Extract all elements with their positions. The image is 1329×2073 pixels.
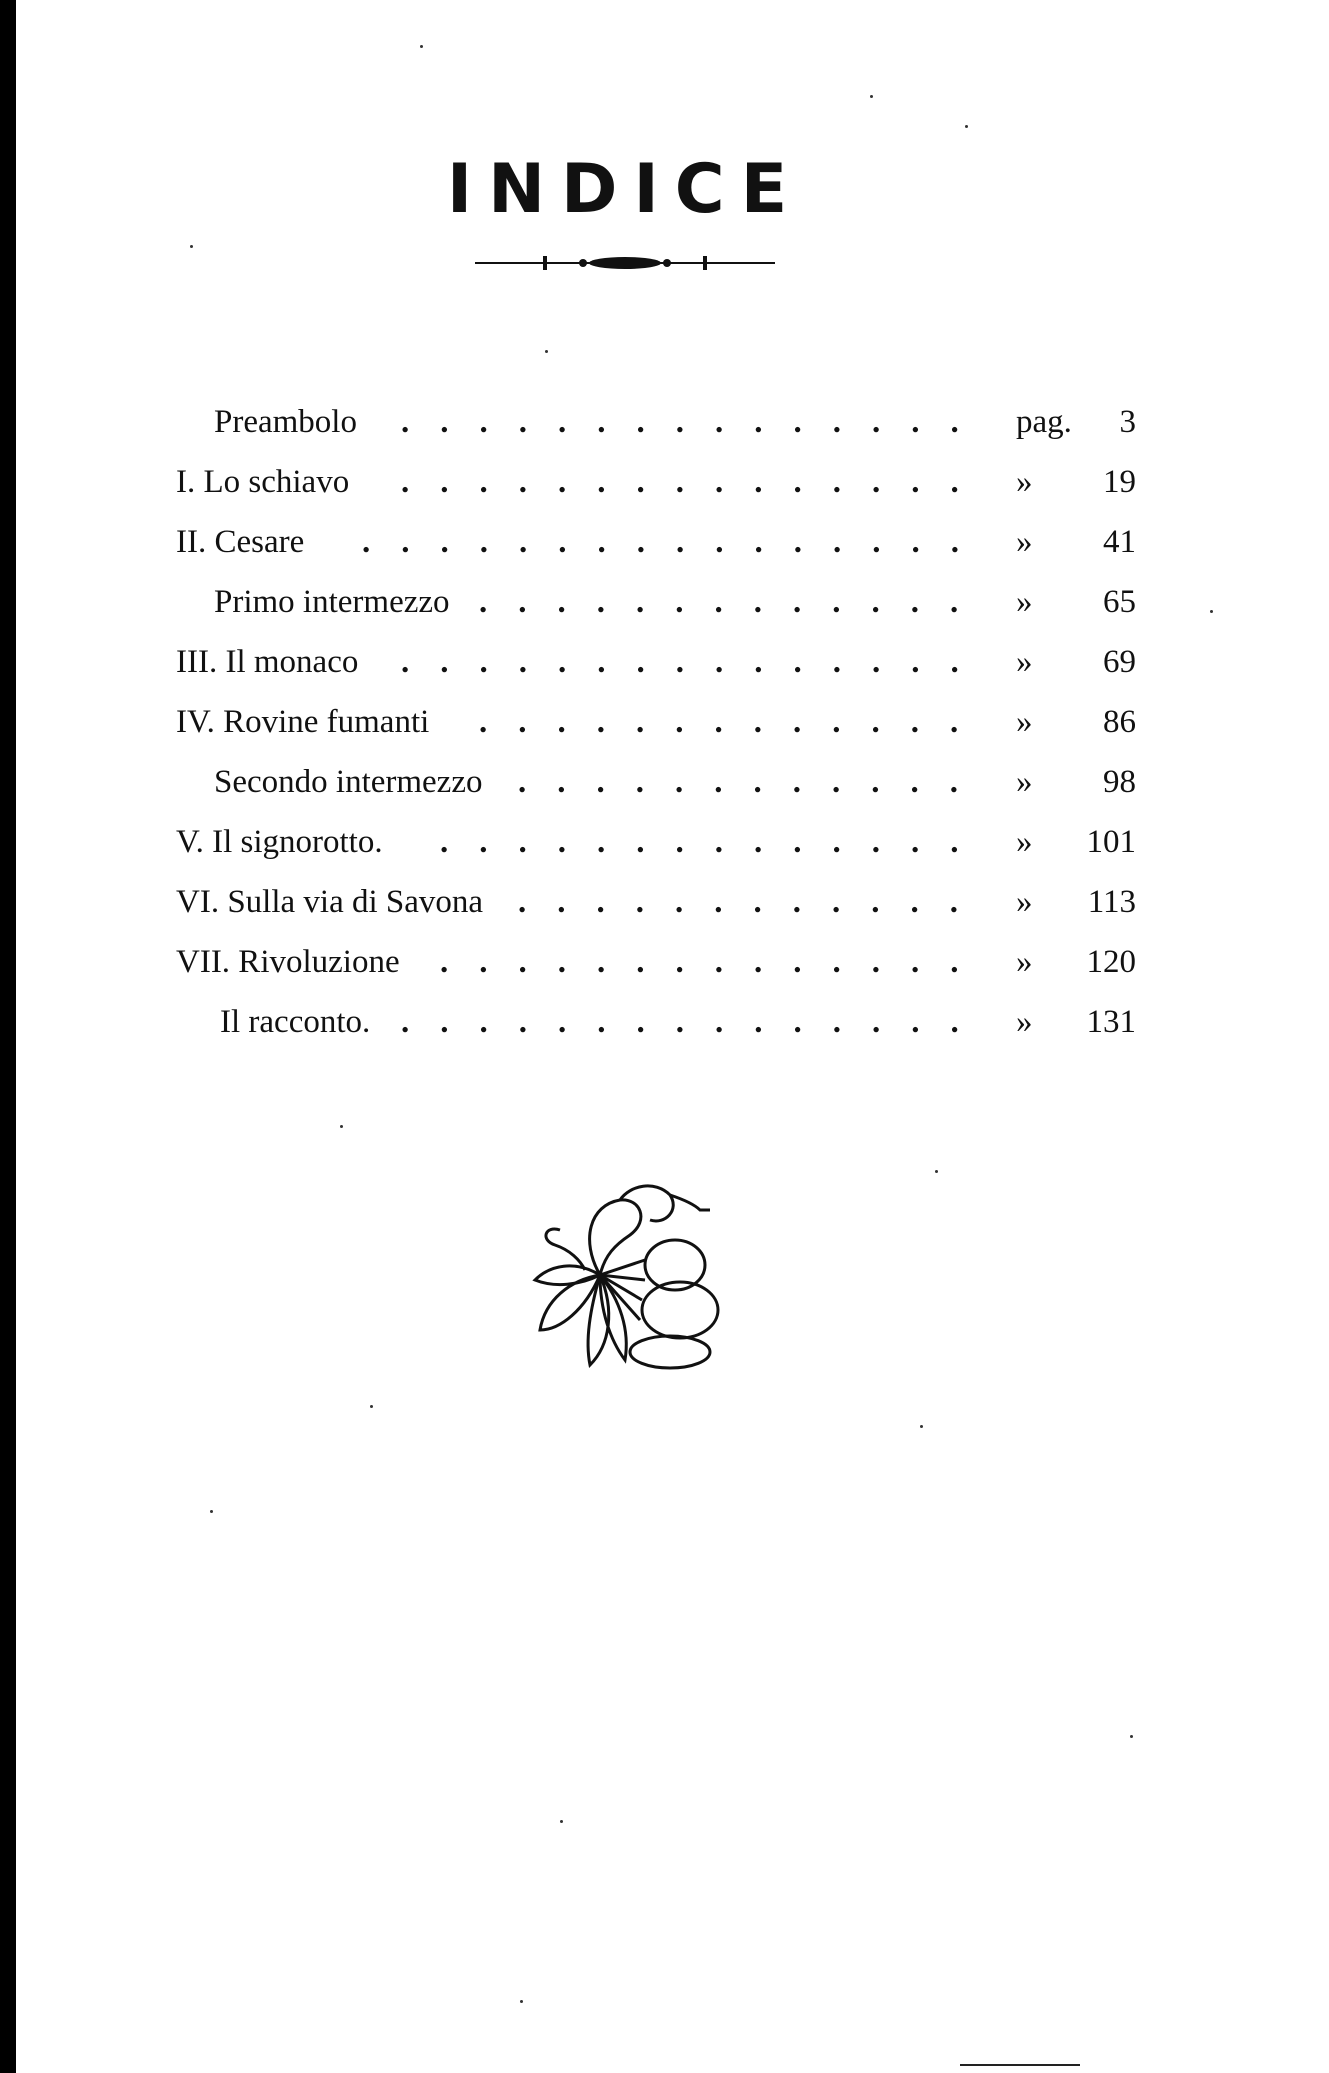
print-speck	[520, 2000, 523, 2003]
toc-entry-title: Primo intermezzo	[214, 584, 450, 620]
print-speck	[1210, 610, 1213, 613]
table-of-contents	[176, 392, 1136, 1052]
print-speck	[340, 1125, 343, 1128]
toc-dot-leader: ................	[362, 524, 990, 560]
print-speck	[420, 45, 423, 48]
toc-entry-title: Secondo intermezzo	[214, 764, 483, 800]
toc-dot-leader: ...............	[401, 404, 990, 440]
toc-entry	[176, 932, 1136, 992]
toc-page-marker: »	[1016, 464, 1033, 500]
toc-entry	[176, 812, 1136, 872]
toc-page-number: 113	[1087, 884, 1136, 920]
toc-dot-leader: ..............	[440, 944, 990, 980]
print-speck	[560, 1820, 563, 1823]
toc-dot-leader: ...............	[401, 644, 990, 680]
toc-page-marker: »	[1016, 524, 1033, 560]
toc-entry-title: III. Il monaco	[176, 644, 359, 680]
toc-entry	[176, 872, 1136, 932]
toc-page-marker: »	[1016, 644, 1033, 680]
toc-dot-leader: .............	[479, 584, 990, 620]
floral-vignette-icon	[530, 1180, 730, 1370]
toc-page-marker: »	[1016, 584, 1033, 620]
print-speck	[935, 1170, 938, 1173]
toc-page-number: 41	[1103, 524, 1136, 560]
page-binding-edge	[0, 0, 16, 2073]
toc-dot-leader: ..............	[440, 824, 990, 860]
decorative-rule-icon	[475, 252, 775, 274]
print-speck	[370, 1405, 373, 1408]
toc-page-number: 69	[1103, 644, 1136, 680]
toc-page-number: 3	[1119, 404, 1136, 440]
toc-dot-leader: .............	[479, 704, 990, 740]
toc-entry-title: Il racconto.	[220, 1004, 371, 1040]
toc-dot-leader: ............	[518, 884, 989, 920]
toc-dot-leader: ...............	[401, 464, 990, 500]
print-speck	[965, 125, 968, 128]
toc-page-number: 19	[1103, 464, 1136, 500]
toc-entry-title: I. Lo schiavo	[176, 464, 350, 500]
toc-page-marker: »	[1016, 884, 1033, 920]
toc-entry	[176, 512, 1136, 572]
toc-page-marker: »	[1016, 824, 1033, 860]
toc-entry	[176, 572, 1136, 632]
toc-page-marker: »	[1016, 944, 1033, 980]
toc-page-number: 98	[1103, 764, 1136, 800]
toc-entry	[176, 992, 1136, 1052]
toc-page-number: 131	[1086, 1004, 1136, 1040]
toc-entry-title: V. Il signorotto.	[176, 824, 383, 860]
print-rule	[960, 2064, 1080, 2066]
toc-page-marker: pag.	[1016, 404, 1072, 440]
toc-page-number: 65	[1103, 584, 1136, 620]
toc-entry	[176, 392, 1136, 452]
page-title: INDICE	[446, 150, 804, 229]
toc-entry	[176, 692, 1136, 752]
toc-entry-title: Preambolo	[214, 404, 357, 440]
toc-page-marker: »	[1016, 704, 1033, 740]
toc-page-number: 120	[1086, 944, 1136, 980]
toc-entry-title: VI. Sulla via di Savona	[176, 884, 484, 920]
toc-dot-leader: ............	[518, 764, 989, 800]
toc-entry-title: IV. Rovine fumanti	[176, 704, 430, 740]
print-speck	[545, 350, 548, 353]
print-speck	[190, 245, 193, 248]
toc-page-marker: »	[1016, 764, 1033, 800]
toc-page-marker: »	[1016, 1004, 1033, 1040]
toc-entry	[176, 632, 1136, 692]
print-speck	[210, 1510, 213, 1513]
toc-dot-leader: ...............	[401, 1004, 990, 1040]
toc-entry-title: VII. Rivoluzione	[176, 944, 400, 980]
print-speck	[870, 95, 873, 98]
print-speck	[920, 1425, 923, 1428]
toc-page-number: 86	[1103, 704, 1136, 740]
toc-entry	[176, 752, 1136, 812]
toc-page-number: 101	[1086, 824, 1136, 860]
print-speck	[1130, 1735, 1133, 1738]
toc-entry	[176, 452, 1136, 512]
toc-entry-title: II. Cesare	[176, 524, 305, 560]
